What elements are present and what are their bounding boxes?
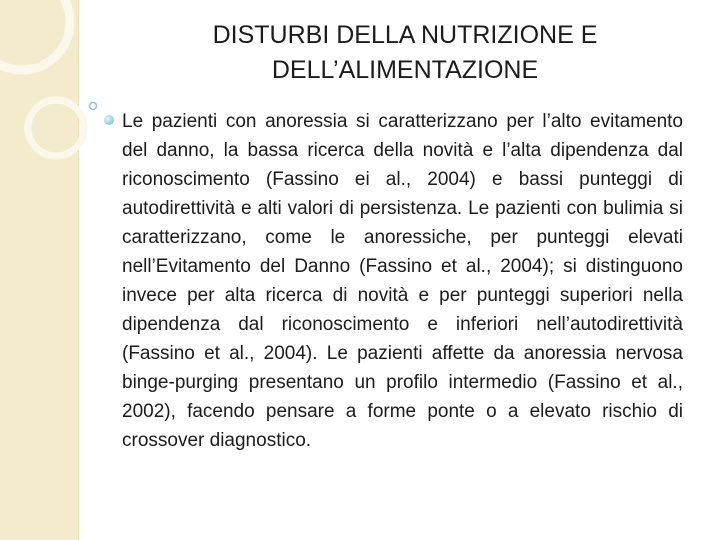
title-line-2: DELL’ALIMENTAZIONE xyxy=(271,56,539,84)
decorative-rings xyxy=(0,0,130,160)
deco-dot-small xyxy=(90,103,97,110)
title-line-1: DISTURBI DELLA NUTRIZIONE E xyxy=(212,21,598,49)
body-paragraph: Le pazienti con anoressia si caratterizzano per l’alto evitamento del danno, la bassa ricerca della novità e l’alta dipendenza dal riconoscimento (Fassino ei al., 2004) e bassi punteggi di autodirettività e alti valori di persistenza. Le pazienti con bulimia si caratterizzano, come le anoressiche, per punteggi elevati nell’Evitamento del Danno (Fassino et al., 2004); si distinguono invece per alta ricerca di novità e per punteggi superiori nella dipendenza dal riconoscimento e inferiori nell’autodirettività (Fassino et al., 2004). Le pazienti affette da anoressia nervosa binge-purging presentano un profilo intermedio (Fassino et al., 2002), facendo pensare a forme ponte o a elevato rischio di crossover diagnostico. xyxy=(122,111,683,451)
slide-title xyxy=(150,18,660,88)
deco-ring-large xyxy=(0,0,70,70)
deco-ring-small xyxy=(28,100,84,156)
bullet-icon xyxy=(104,115,114,125)
